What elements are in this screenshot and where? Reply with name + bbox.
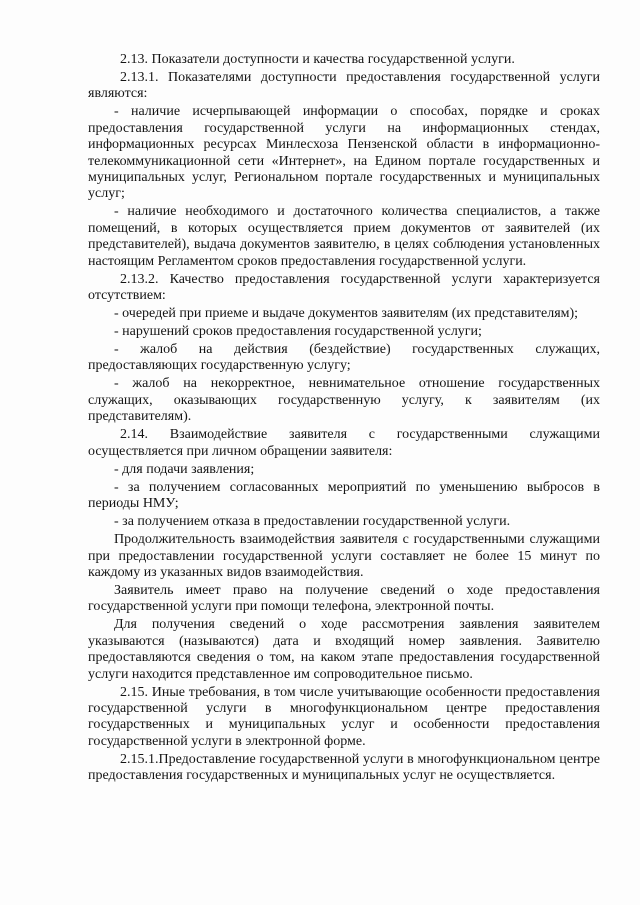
paragraph-refusal: - за получением отказа в предоставлении государственной услуги. [114, 514, 511, 530]
document-body [88, 52, 600, 786]
paragraph-incorrect-attitude: - жалоб на некорректное, невнимательное отношение государственных служащих, оказывающих государственную услугу, к заявителям (их представителям). [88, 376, 600, 425]
paragraph-duration: Продолжительность взаимодействия заявителя с государственными служащими при предоставлении государственной услуги составляет не более 15 минут по каждому из указанных видов взаимодействия. [88, 532, 600, 580]
paragraph-status-info: Для получения сведений о ходе рассмотрения заявления заявителем указываются (называются) дата и входящий номер заявления. Заявителю предоставляются сведения о том, на каком этапе предоставления государственной услуги находится представленное им сопроводительное письмо. [88, 617, 600, 682]
paragraph-submission: - для подачи заявления; [114, 461, 255, 477]
paragraph-2-13-heading: 2.13. Показатели доступности и качества государственной услуги. [120, 52, 515, 67]
paragraph-2-15-1: 2.15.1.Предоставление государственной услуги в многофункциональном центре предоставления государственных и муниципальных услуг не осуществляется. [88, 751, 600, 784]
paragraph-specialists: - наличие необходимого и достаточного количества специалистов, а также помещений, в которых осуществляется прием документов от заявителей (их представителей), выдача документов заявителю, в целях соблюдения установленных настоящим Регламентом сроков предоставления государственной услуги. [88, 204, 600, 269]
paragraph-info-availability: - наличие исчерпывающей информации о способах, порядке и сроках предоставления государственной услуги на информационных стендах, информационных ресурсах Минлесхоза Пензенской области в информационно-телекоммуникационной сети «Интернет», на Едином портале государственных и муниципальных услуг, Региональном портале государственных и муниципальных услуг; [88, 104, 600, 202]
paragraph-right-to-info: Заявитель имеет право на получение сведений о ходе предоставления государственной услуги при помощи телефона, электронной почты. [88, 582, 600, 615]
paragraph-2-13-2: 2.13.2. Качество предоставления государственной услуги характеризуется отсутствием: [88, 271, 600, 304]
paragraph-queues: - очередей при приеме и выдаче документов заявителям (их представителям); [114, 306, 579, 322]
paragraph-complaints: - жалоб на действия (бездействие) государственных служащих, предоставляющих государственную услугу; [88, 342, 600, 374]
paragraph-deadlines: - нарушений сроков предоставления государственной услуги; [114, 324, 482, 340]
paragraph-2-14: 2.14. Взаимодействие заявителя с государственными служащими осуществляется при личном обращении заявителя: [88, 427, 600, 459]
paragraph-2-15: 2.15. Иные требования, в том числе учитывающие особенности предоставления государственной услуги в многофункциональном центре предоставления государственных и муниципальных услуг и особенности предоставления государственной услуги в электронной форме. [88, 684, 600, 749]
paragraph-nmu-measures: - за получением согласованных мероприятий по уменьшению выбросов в периоды НМУ; [88, 479, 600, 512]
paragraph-2-13-1: 2.13.1. Показателями доступности предоставления государственной услуги являются: [88, 70, 600, 102]
